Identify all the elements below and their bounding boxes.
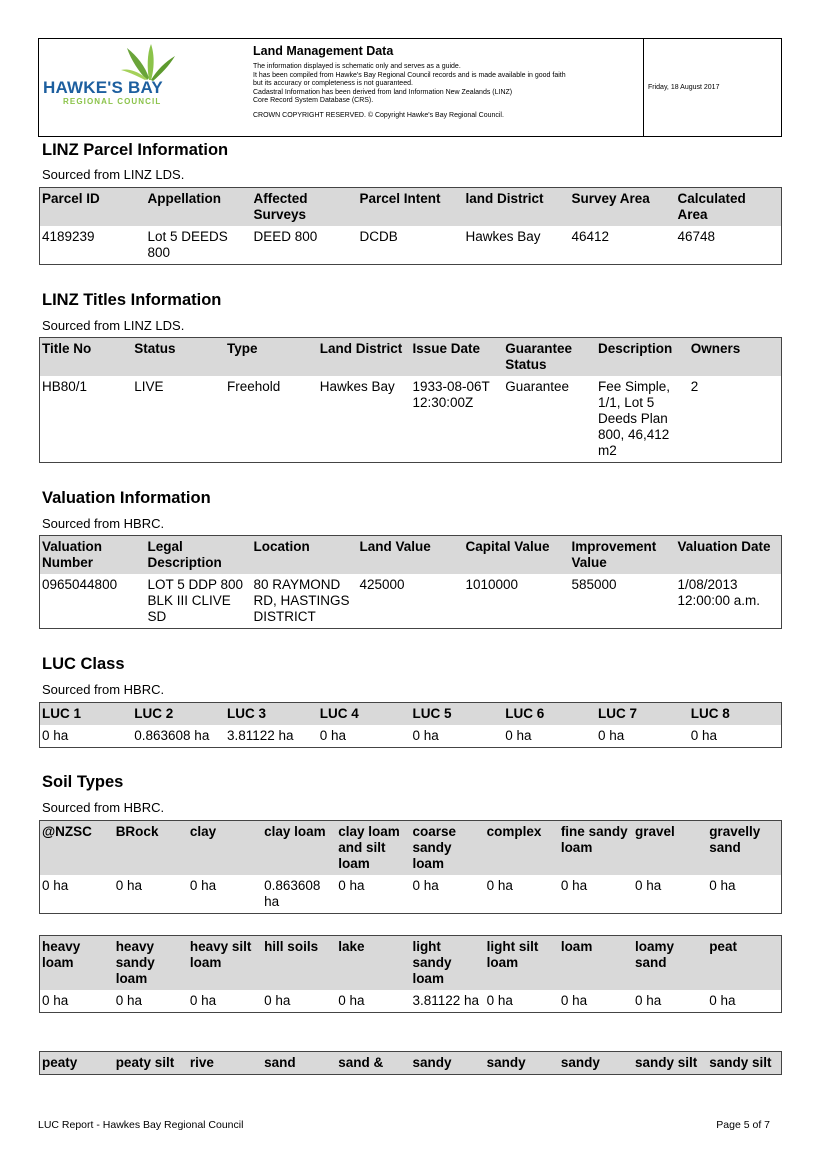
column-header: sandy [559,1052,633,1075]
table-row [40,990,782,1013]
table-row [40,875,782,914]
column-header: coarse sandy loam [410,821,484,876]
table-row [40,376,782,463]
column-header: hill soils [262,936,336,991]
column-header: gravelly sand [707,821,781,876]
titles-table [39,337,782,463]
table-cell: Fee Simple, 1/1, Lot 5 Deeds Plan 800, 46,412 m2 [598,379,671,458]
table-cell: 425000 [359,577,405,592]
table-cell: 0 ha [505,728,532,743]
column-header: complex [485,821,559,876]
section-title-parcel: LINZ Parcel Information [42,141,229,159]
column-header: Survey Area [570,188,676,227]
leaf-logo-icon [119,42,179,82]
column-header: Status [132,338,225,377]
table-cell: 0965044800 [42,577,118,592]
table-cell: Lot 5 DEEDS 800 [147,229,228,260]
column-header: BRock [114,821,188,876]
table-cell: HB80/1 [42,379,88,394]
column-header: peaty silt [114,1052,188,1075]
table-cell: 0 ha [115,993,142,1008]
section-title-titles: LINZ Titles Information [42,291,222,309]
column-header: Improvement Value [570,536,676,575]
logo-subtext: REGIONAL COUNCIL [63,97,162,106]
luc-table [39,702,782,748]
table-cell: 1933-08-06T 12:30:00Z [412,379,490,410]
table-header-row [40,188,782,227]
column-header: rive [188,1052,262,1075]
column-header: Calculated Area [676,188,782,227]
table-cell: 0 ha [560,993,588,1008]
table-cell: 0 ha [412,878,439,893]
table-header-row [40,338,782,377]
column-header: sandy [410,1052,484,1075]
section-source-titles: Sourced from LINZ LDS. [42,318,185,333]
disclaimer-line: It has been compiled from Hawke's Bay Regional Council records and is made available in good faith [253,71,566,79]
section-source-valuation: Sourced from HBRC. [42,516,165,531]
column-header: Owners [689,338,782,377]
table-row [40,226,782,265]
column-header: fine sandy loam [559,821,633,876]
valuation-table [39,535,782,629]
table-cell: 0 ha [635,878,662,893]
column-header: heavy sandy loam [114,936,188,991]
table-cell: 0 ha [42,728,69,743]
table-cell: 0 ha [42,878,69,893]
table-cell: 0 ha [486,993,513,1008]
table-row [40,574,782,629]
column-header: loam [559,936,633,991]
column-header: Affected Surveys [252,188,358,227]
column-header: loamy sand [633,936,707,991]
column-header: sandy [485,1052,559,1075]
table-cell: 0 ha [560,878,588,893]
table-cell: 0.863608 ha [134,728,210,743]
table-cell: 0 ha [319,728,347,743]
soil-table-1 [39,820,782,914]
column-header: heavy loam [40,936,114,991]
table-header-row [40,1052,782,1075]
parcel-table [39,187,782,265]
column-header: Type [225,338,318,377]
column-header: Issue Date [411,338,504,377]
disclaimer-line: The information displayed is schematic only and serves as a guide. [253,63,461,70]
section-title-luc: LUC Class [42,655,125,673]
footer-page-number: Page 5 of 7 [716,1119,770,1131]
copyright-notice: CROWN COPYRIGHT RESERVED. © Copyright Hawke's Bay Regional Council. [253,111,504,119]
column-header: Land Value [358,536,464,575]
table-cell: 1/08/2013 12:00:00 a.m. [677,577,761,608]
column-header: LUC 6 [503,703,596,726]
column-header: Parcel Intent [358,188,464,227]
section-source-soil: Sourced from HBRC. [42,800,165,815]
table-cell: 0.863608 ha [264,878,321,909]
column-header: clay [188,821,262,876]
table-cell: Guarantee [505,379,570,394]
column-header: clay loam [262,821,336,876]
column-header: sandy silt [707,1052,781,1075]
table-row [40,725,782,748]
column-header: LUC 7 [596,703,689,726]
table-cell: DEED 800 [253,229,318,244]
column-header: sand [262,1052,336,1075]
column-header: sand & [336,1052,410,1075]
column-header: LUC 3 [225,703,318,726]
column-header: LUC 8 [689,703,782,726]
column-header: Appellation [146,188,252,227]
section-source-luc: Sourced from HBRC. [42,682,165,697]
column-header: Valuation Number [40,536,146,575]
table-cell: 0 ha [189,878,217,893]
column-header: peat [707,936,781,991]
column-header: Location [252,536,358,575]
column-header: LUC 1 [40,703,133,726]
table-cell: LIVE [134,379,164,394]
table-cell: 3.81122 ha [227,728,294,743]
table-cell: Hawkes Bay [319,379,395,394]
table-cell: 3.81122 ha [412,993,480,1008]
column-header: peaty [40,1052,114,1075]
table-cell: 2 [690,379,699,394]
column-header: Land District [318,338,411,377]
column-header: light sandy loam [410,936,484,991]
column-header: gravel [633,821,707,876]
column-header: clay loam and silt loam [336,821,410,876]
column-header: Capital Value [464,536,570,575]
hbrc-logo [39,39,247,136]
table-cell: Hawkes Bay [465,229,541,244]
column-header: Description [596,338,689,377]
section-title-soil: Soil Types [42,773,124,791]
table-cell: 0 ha [338,993,365,1008]
column-header: LUC 4 [318,703,411,726]
column-header: Legal Description [146,536,252,575]
table-cell: 0 ha [338,878,365,893]
column-header: Parcel ID [40,188,146,227]
table-cell: 0 ha [264,993,291,1008]
table-cell: 4189239 [42,229,95,244]
table-cell: 0 ha [189,993,217,1008]
disclaimer-line: Cadastral Information has been derived from land Information New Zealands (LINZ) [253,88,513,96]
table-cell: 0 ha [486,878,513,893]
logo-text: HAWKE'S BAY [43,78,163,97]
table-cell: DCDB [359,229,398,244]
section-source-parcel: Sourced from LINZ LDS. [42,167,185,182]
table-cell: 46412 [571,229,610,244]
table-cell: 0 ha [709,993,736,1008]
disclaimer-line: Core Record System Database (CRS). [253,97,374,105]
column-header: sandy silt [633,1052,707,1075]
soil-table-2 [39,935,782,1013]
table-header-row [40,536,782,575]
table-cell: Freehold [227,379,281,394]
table-cell: 1010000 [465,577,519,592]
table-header-row [40,703,782,726]
table-cell: 0 ha [635,993,662,1008]
column-header: LUC 5 [411,703,504,726]
table-cell: 0 ha [709,878,736,893]
footer-report-name: LUC Report - Hawkes Bay Regional Council [38,1119,244,1131]
column-header: Valuation Date [676,536,782,575]
table-cell: 80 RAYMOND RD, HASTINGS DISTRICT [253,577,350,624]
report-header [38,38,782,137]
column-header: land District [464,188,570,227]
column-header: heavy silt loam [188,936,262,991]
table-cell: 585000 [571,577,617,592]
section-title-valuation: Valuation Information [42,489,211,507]
column-header: LUC 2 [132,703,225,726]
soil-table-3 [39,1051,782,1075]
table-cell: 0 ha [42,993,69,1008]
table-cell: 0 ha [115,878,142,893]
header-info [247,39,644,136]
table-cell: 0 ha [690,728,718,743]
table-cell: 0 ha [412,728,439,743]
report-date: Friday, 18 August 2017 [648,84,720,91]
column-header: lake [336,936,410,991]
column-header: @NZSC [40,821,114,876]
column-header: light silt loam [485,936,559,991]
disclaimer-line: but its accuracy or completeness is not guaranteed. [253,80,413,88]
table-header-row [40,936,782,991]
header-title: Land Management Data [253,44,394,58]
column-header: Title No [40,338,133,377]
table-cell: LOT 5 DDP 800 BLK III CLIVE SD [147,577,244,624]
column-header: Guarantee Status [503,338,596,377]
table-cell: 46748 [677,229,716,244]
table-cell: 0 ha [598,728,625,743]
table-header-row [40,821,782,876]
